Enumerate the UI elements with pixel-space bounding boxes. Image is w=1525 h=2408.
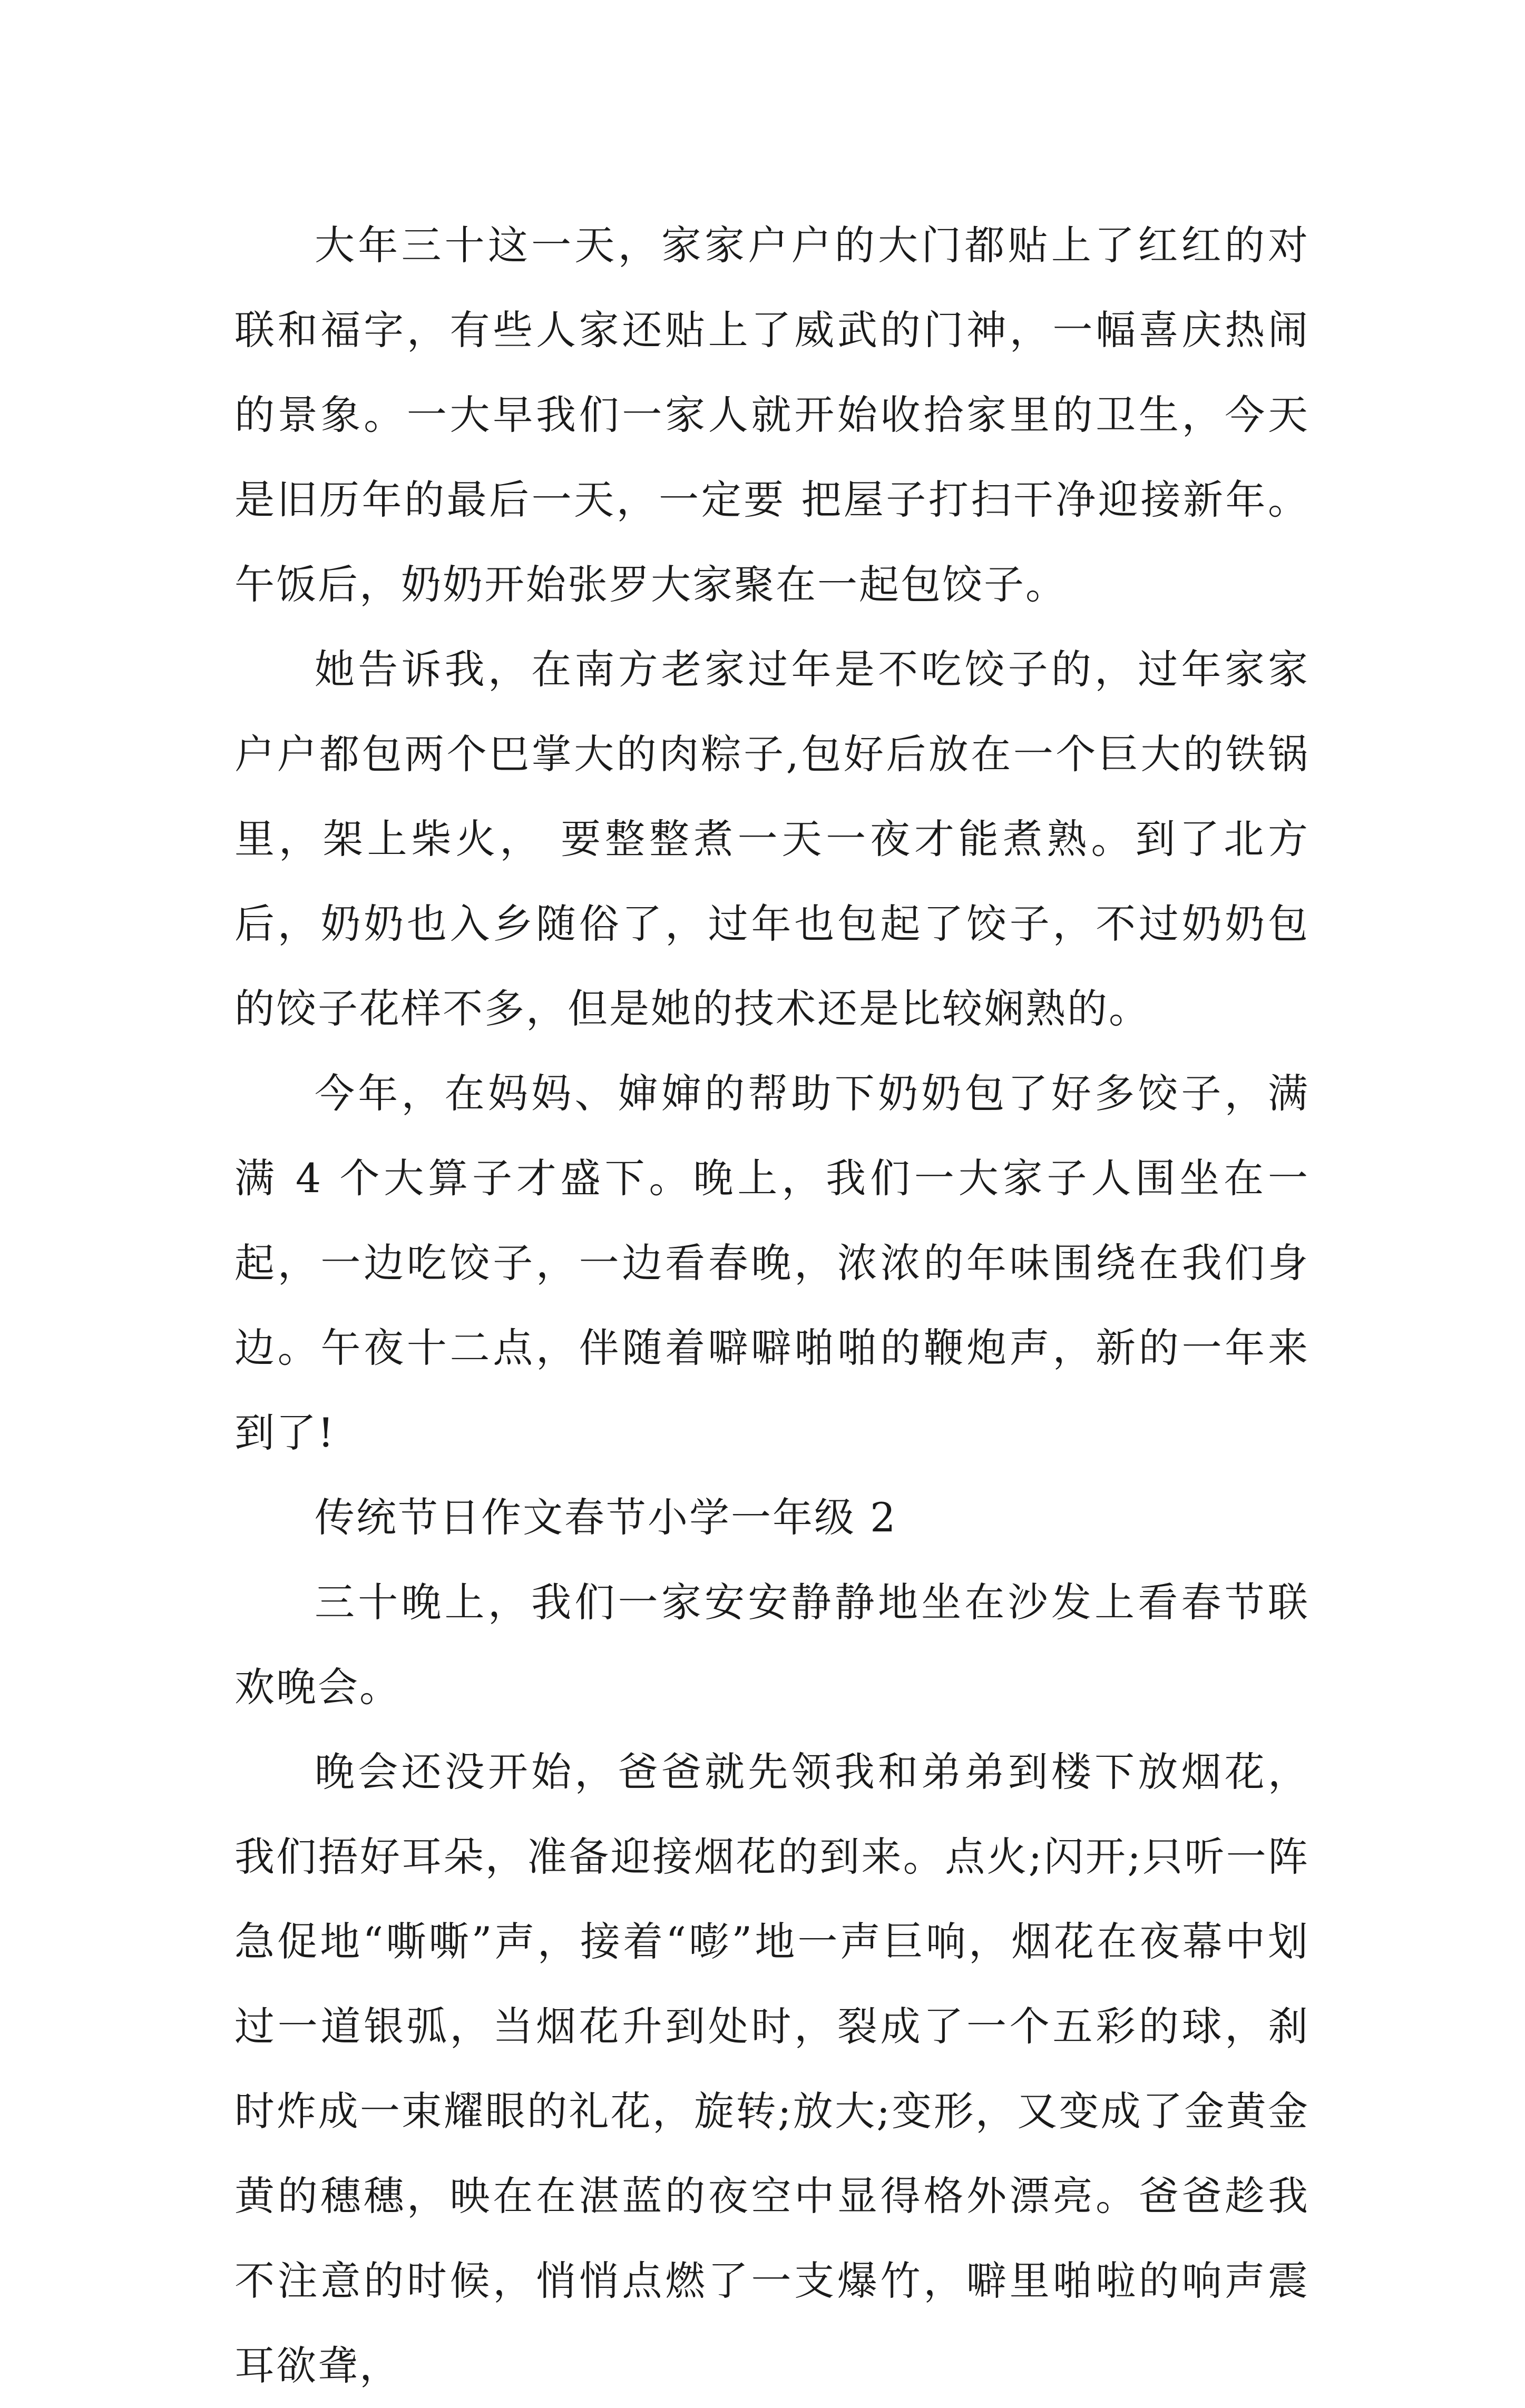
paragraph-fireworks: 晚会还没开始，爸爸就先领我和弟弟到楼下放烟花，我们捂好耳朵，准备迎接烟花的到来。点火;闪开;只听一阵急促地“嘶嘶”声，接着“嘭”地一声巨响，烟花在夜幕中划过一道银弧，当烟花升到处时，裂成了一个五彩的球，刹时炸成一束耀眼的礼花，旋转;放大;变形，又变成了金黄金黄的穗穗，映在在湛蓝的夜空中显得格外漂亮。爸爸趁我不注意的时候，悄悄点燃了一支爆竹，噼里啪啦的响声震耳欲聋， — [234, 1748, 1309, 2389]
paragraph-gala-evening: 三十晚上，我们一家安安静静地坐在沙发上看春节联欢晚会。 — [234, 1579, 1309, 1711]
paragraph-new-year-eve: 大年三十这一天，家家户户的大门都贴上了红红的对联和福字，有些人家还贴上了威武的门神，一幅喜庆热闹的景象。一大早我们一家人就开始收拾家里的卫生，今天是旧历年的最后一天，一定要 把屋子打扫干净迎接新年。午饭后，奶奶开始张罗大家聚在一起包饺子。 — [234, 222, 1309, 608]
essay-title: 传统节日作文春节小学一年级 2 — [315, 1494, 897, 1541]
paragraph-dumplings-night: 今年，在妈妈、婶婶的帮助下奶奶包了好多饺子，满满 4 个大算子才盛下。晚上，我们一大家子人围坐在一起，一边吃饺子，一边看春晚，浓浓的年味围绕在我们身边。午夜十二点，伴随着噼噼啪啪的鞭炮声，新的一年来到了! — [234, 1070, 1309, 1456]
paragraph-grandma-story: 她告诉我，在南方老家过年是不吃饺子的，过年家家户户都包两个巴掌大的肉粽子,包好后放在一个巨大的铁锅里，架上柴火， 要整整煮一天一夜才能煮熟。到了北方后，奶奶也入乡随俗了，过年也包起了饺子，不过奶奶包的饺子花样不多，但是她的技术还是比较娴熟的。 — [234, 646, 1309, 1032]
document-body — [234, 203, 1309, 2408]
